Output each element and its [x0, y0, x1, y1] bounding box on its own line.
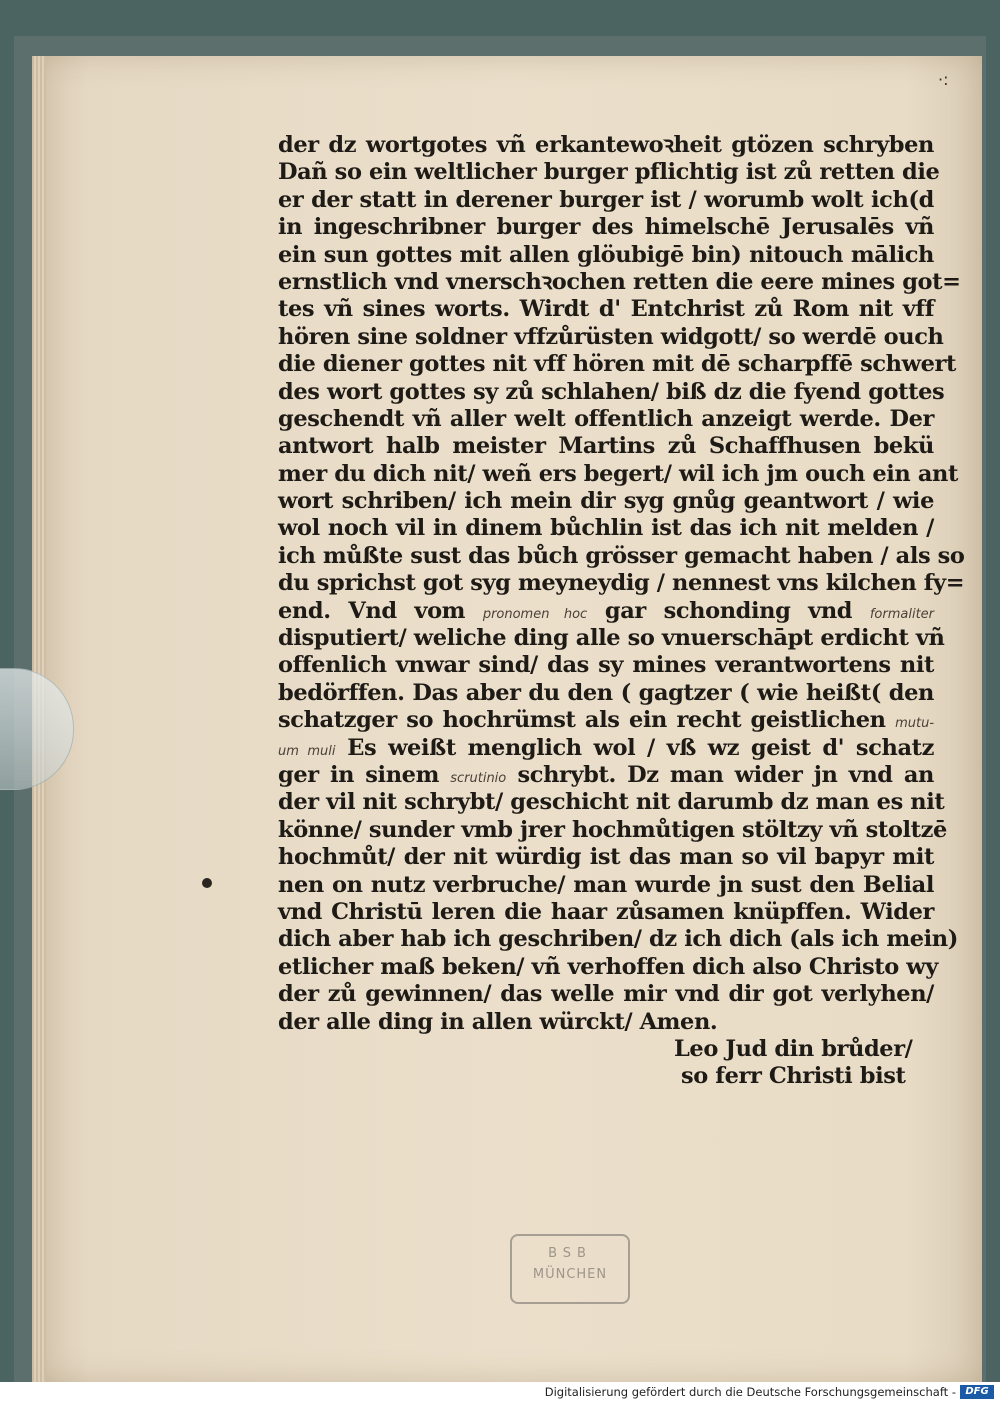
text-segment: Es weißt menglich wol / vß wz geist d' schatz	[347, 734, 934, 761]
text-line: nen on nutz verbruche/ man wurde jn sust den Belial	[278, 871, 934, 898]
dfg-logo-icon: DFG	[960, 1385, 994, 1399]
latin-term: formaliter	[869, 606, 935, 622]
text-line: wort schriben/ ich mein dir syg gnůg geantwort / wie	[278, 488, 934, 515]
text-segment: end. Vnd vom	[278, 597, 466, 624]
stamp-line: BSB	[548, 1246, 592, 1261]
text-line: offenlich vnwar sind/ das sy mines verantwortens nit	[278, 652, 934, 679]
text-line: dich aber hab ich geschriben/ dz ich dich (als ich mein)	[278, 926, 959, 953]
library-stamp	[510, 1234, 630, 1304]
latin-term: mutu-	[895, 716, 935, 732]
latin-term: pronomen hoc	[482, 606, 588, 622]
text-segment: schatzger so hochrümst als ein recht geistlichen	[278, 707, 886, 734]
text-line: in ingeschribner burger des himelschē Jerusalēs vñ	[278, 214, 934, 241]
text-line: des wort gottes sy zů schlahen/ biß dz die fyend gottes	[278, 378, 945, 405]
text-line: könne/ sunder vmb jrer hochmůtigen stöltzy vñ stoltzē	[278, 816, 947, 843]
text-line: hochmůt/ der nit würdig ist das man so vil bapyr mit	[278, 844, 934, 871]
text-line: ein sun gottes mit allen glöubigē bin) nitouch mālich	[278, 241, 934, 268]
latin-term: um muli	[278, 743, 336, 759]
text-segment: ger in sinem	[278, 761, 439, 788]
text-line: du sprichst got syg meyneydig / nennest vns kilchen fy=	[278, 570, 965, 597]
text-line: die diener gottes nit vff hören mit dē scharpffē schwert	[278, 351, 956, 378]
text-line: geschendt vñ aller welt offentlich anzeigt werde. Der	[278, 405, 934, 432]
main-text	[278, 132, 965, 1091]
ink-spot	[202, 878, 212, 888]
text-line-mixed	[278, 735, 934, 762]
latin-term: scrutinio	[450, 770, 507, 786]
signature-line: so ferr Christi bist	[681, 1063, 906, 1090]
text-line: ich můßte sust das bůch grösser gemacht haben / als so	[278, 542, 965, 569]
text-line: antwort halb meister Martins zů Schaffhusen bekü	[278, 433, 934, 460]
text-line: ernstlich vnd vnerschꝛochen retten die eere mines got=	[278, 268, 961, 295]
text-line-mixed	[278, 598, 934, 625]
text-line: etlicher maß beken/ vñ verhoffen dich also Christo wy	[278, 953, 938, 980]
text-line: tes vñ sines worts. Wirdt d' Entchrist zů Rom nit vff	[278, 296, 934, 323]
text-segment: gar schonding vnd	[604, 597, 853, 624]
text-line: Dañ so ein weltlicher burger pflichtig ist zů retten die	[278, 159, 940, 186]
text-line: hören sine soldner vffzůrüsten widgott/ so werdē ouch	[278, 323, 944, 350]
text-line: der dz wortgotes vñ erkantewoꝛheit gtözen schryben	[278, 132, 934, 158]
text-line: der alle ding in allen würckt/ Amen.	[278, 1008, 718, 1035]
text-line: vnd Christū leren die haar zůsamen knüpffen. Wider	[278, 898, 934, 925]
footer-bar	[0, 1382, 1000, 1402]
text-line: bedörffen. Das aber du den ( gagtzer ( wie heißt( den	[278, 679, 934, 706]
text-line: er der statt in derener burger ist / worumb wolt ich(d	[278, 186, 934, 213]
signature-line: Leo Jud din brůder/	[674, 1035, 913, 1062]
text-line-mixed	[278, 707, 934, 734]
funding-notice: Digitalisierung gefördert durch die Deutsche Forschungsgemeinschaft -	[544, 1385, 956, 1399]
text-line-mixed	[278, 762, 934, 789]
text-line: wol noch vil in dinem bůchlin ist das ich nit melden /	[278, 515, 934, 542]
text-line: der zů gewinnen/ das welle mir vnd dir got verlyhen/	[278, 981, 934, 1008]
text-line: disputiert/ weliche ding alle so vnuerschāpt erdicht vñ	[278, 625, 945, 652]
text-line: der vil nit schrybt/ geschicht nit darumb dz man es nit	[278, 789, 945, 816]
corner-mark: ·:	[938, 70, 949, 89]
stamp-line: MÜNCHEN	[532, 1267, 608, 1282]
text-segment: schrybt. Dz man wider jn vnd an	[517, 761, 935, 788]
text-line: mer du dich nit/ weñ ers begert/ wil ich jm ouch ein ant	[278, 460, 958, 487]
